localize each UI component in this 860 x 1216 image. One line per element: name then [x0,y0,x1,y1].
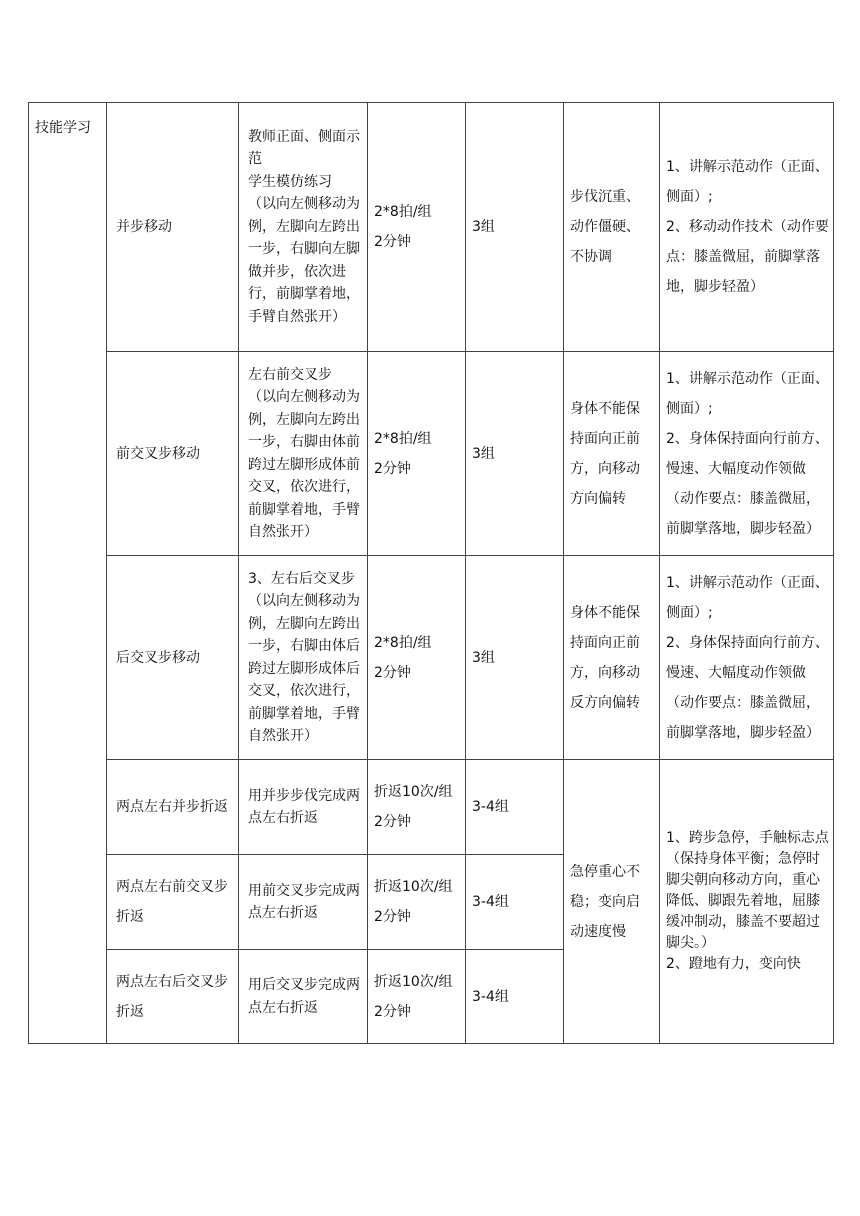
demo-description: 用并步步伐完成两点左右折返 [239,760,368,855]
exercise-name: 两点左右后交叉步折返 [107,950,239,1044]
sets-count: 3组 [466,352,564,556]
demo-description: 用后交叉步完成两点左右折返 [239,950,368,1044]
duration-cell [368,103,466,352]
duration: 2分钟 [374,1003,411,1020]
exercise-name: 后交叉步移动 [107,556,239,760]
table-row [29,760,834,855]
duration-cell [368,556,466,760]
demo-description: 3、左右后交叉步 （以向左侧移动为例，左脚向左跨出一步，右脚由体后跨过左脚形成体后交叉，依次进行，前脚掌着地，手臂自然张开） [239,556,368,760]
lesson-plan-table [28,102,834,1044]
common-errors: 步伐沉重、动作僵硬、不协调 [564,103,660,352]
demo-description: 教师正面、侧面示范 学生模仿练习 （以向左侧移动为例，左脚向左跨出一步，右脚向左脚做并步，依次进行，前脚掌着地，手臂自然张开） [239,103,368,352]
duration-cell [368,760,466,855]
sets-count: 3-4组 [466,760,564,855]
duration: 2分钟 [374,460,411,477]
exercise-name: 两点左右并步折返 [107,760,239,855]
reps-per-set: 折返10次/组 [374,973,453,990]
exercise-name: 前交叉步移动 [107,352,239,556]
common-errors-shuttle: 急停重心不稳；变向启动速度慢 [564,760,660,1044]
sets-count: 3组 [466,556,564,760]
demo-description: 左右前交叉步 （以向左侧移动为例，左脚向左跨出一步，右脚由体前跨过左脚形成体前交叉，依次进行，前脚掌着地，手臂自然张开） [239,352,368,556]
duration: 2分钟 [374,234,411,250]
table-row [29,352,834,556]
duration-cell [368,352,466,556]
exercise-name: 并步移动 [107,103,239,352]
duration: 2分钟 [374,909,411,925]
beats-per-set: 2*8拍/组 [374,430,432,447]
duration-cell [368,855,466,950]
category-label: 技能学习 [35,120,91,136]
teaching-method-shuttle: 1、跨步急停，手触标志点（保持身体平衡；急停时脚尖朝向移动方向，重心降低、脚跟先着地，屈膝缓冲制动，膝盖不要超过脚尖。） 2、蹬地有力，变向快 [660,760,834,1044]
common-errors: 身体不能保持面向正前方，向移动反方向偏转 [564,556,660,760]
reps-per-set: 折返10次/组 [374,784,453,800]
sets-count: 3-4组 [466,950,564,1044]
teaching-method: 1、讲解示范动作（正面、侧面）; 2、身体保持面向行前方、慢速、大幅度动作领做（动作要点：膝盖微屈，前脚掌落地，脚步轻盈） [660,352,834,556]
beats-per-set: 2*8拍/组 [374,204,432,220]
sets-count: 3-4组 [466,855,564,950]
exercise-name: 两点左右前交叉步折返 [107,855,239,950]
common-errors: 身体不能保持面向正前方，向移动方向偏转 [564,352,660,556]
teaching-method: 1、讲解示范动作（正面、侧面）; 2、移动动作技术（动作要点：膝盖微屈，前脚掌落地，脚步轻盈） [660,103,834,352]
sets-count: 3组 [466,103,564,352]
category-cell [29,103,107,1044]
reps-per-set: 折返10次/组 [374,879,453,895]
table-row [29,556,834,760]
table-row [29,103,834,352]
duration: 2分钟 [374,814,411,830]
beats-per-set: 2*8拍/组 [374,634,432,651]
duration: 2分钟 [374,664,411,681]
demo-description: 用前交叉步完成两点左右折返 [239,855,368,950]
teaching-method: 1、讲解示范动作（正面、侧面）; 2、身体保持面向行前方、慢速、大幅度动作领做（动作要点：膝盖微屈，前脚掌落地，脚步轻盈） [660,556,834,760]
duration-cell [368,950,466,1044]
